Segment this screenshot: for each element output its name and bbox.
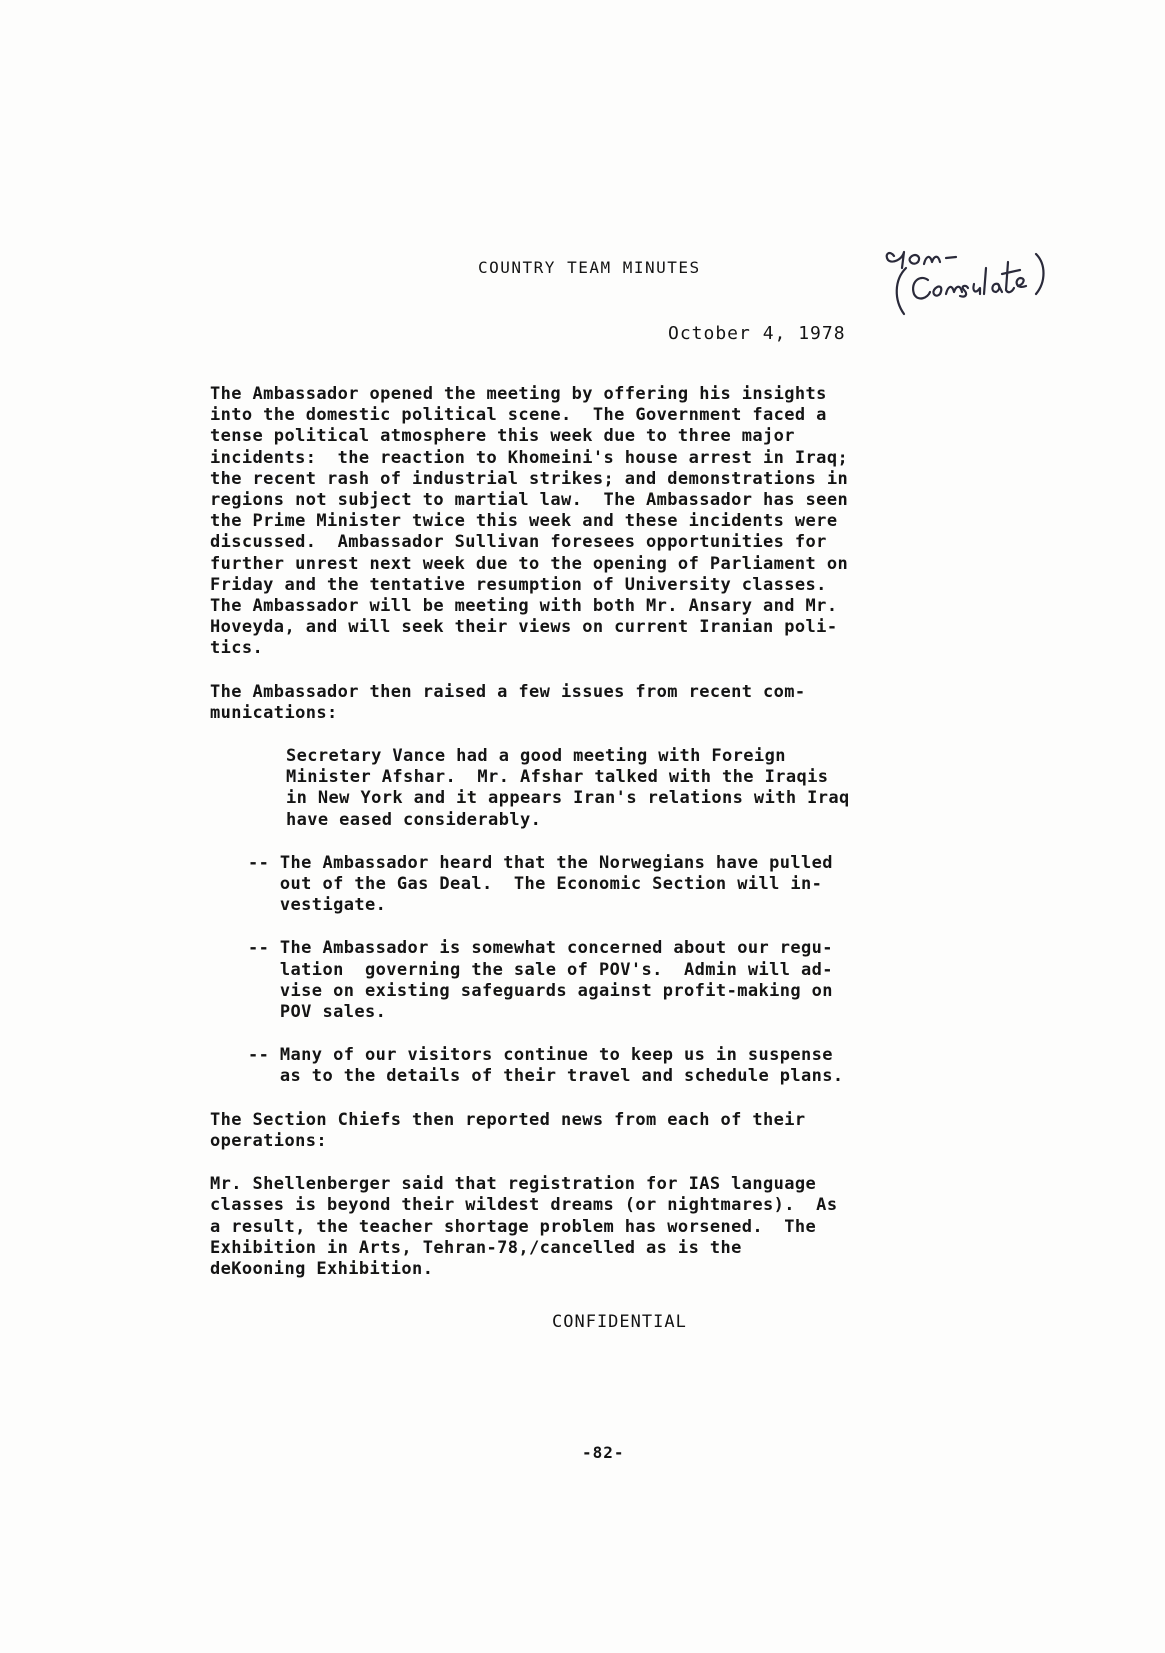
paragraph-vance-meeting	[286, 746, 990, 831]
text-line: incidents: the reaction to Khomeini's house arrest in Iraq;	[210, 447, 849, 468]
document-date: October 4, 1978	[668, 323, 846, 344]
text-line: The Ambassador opened the meeting by offering his insights	[210, 384, 827, 404]
text-line: Minister Afshar. Mr. Afshar talked with the Iraqis	[286, 767, 829, 788]
text-line: discussed. Ambassador Sullivan foresees opportunities for	[210, 532, 827, 553]
text-line: Hoveyda, and will seek their views on current Iranian poli-	[210, 617, 838, 638]
paragraph-gas-deal	[248, 853, 990, 917]
handwritten-note	[880, 228, 1090, 338]
text-line: have eased considerably.	[286, 809, 542, 830]
document-title: COUNTRY TEAM MINUTES	[478, 258, 701, 277]
text-line: out of the Gas Deal. The Economic Section will in-	[248, 874, 823, 895]
paragraph-opening	[210, 384, 990, 660]
text-line: The Section Chiefs then reported news from each of their	[210, 1109, 806, 1130]
text-line: the recent rash of industrial strikes; and demonstrations in	[210, 468, 849, 489]
paragraph-pov-sales	[248, 938, 990, 1023]
text-line: -- The Ambassador is somewhat concerned about our regu-	[248, 938, 833, 959]
text-line: -- The Ambassador heard that the Norwegians have pulled	[248, 852, 833, 873]
text-line: Friday and the tentative resumption of University classes.	[210, 574, 827, 595]
text-line: Secretary Vance had a good meeting with Foreign	[286, 746, 786, 767]
text-line: classes is beyond their wildest dreams (or nightmares). As	[210, 1195, 838, 1216]
text-line: The Ambassador then raised a few issues from recent com-	[210, 681, 806, 702]
text-line: Exhibition in Arts, Tehran-78,/cancelled as is the	[210, 1237, 742, 1258]
text-line: vestigate.	[248, 895, 387, 916]
text-line: -- Many of our visitors continue to keep us in suspense	[248, 1045, 833, 1066]
text-line: operations:	[210, 1130, 327, 1151]
text-line: The Ambassador will be meeting with both Mr. Ansary and Mr.	[210, 596, 838, 617]
document-body	[210, 384, 990, 1302]
text-line: further unrest next week due to the opening of Parliament on	[210, 553, 849, 574]
text-line: tense political atmosphere this week due to three major	[210, 426, 795, 447]
text-line: Mr. Shellenberger said that registration for IAS language	[210, 1174, 817, 1195]
paragraph-shellenberger	[210, 1174, 990, 1280]
text-line: POV sales.	[248, 1002, 387, 1023]
text-line: munications:	[210, 702, 338, 723]
text-line: vise on existing safeguards against profit-making on	[248, 980, 833, 1001]
text-line: deKooning Exhibition.	[210, 1258, 434, 1279]
paragraph-issues-intro	[210, 682, 990, 724]
classification-marking: CONFIDENTIAL	[552, 1312, 687, 1332]
text-line: in New York and it appears Iran's relations with Iraq	[286, 788, 850, 809]
text-line: tics.	[210, 638, 264, 659]
paragraph-section-chiefs	[210, 1110, 990, 1152]
text-line: the Prime Minister twice this week and these incidents were	[210, 511, 838, 532]
text-line: into the domestic political scene. The Government faced a	[210, 405, 827, 426]
page-number: -82-	[582, 1443, 625, 1462]
text-line: lation governing the sale of POV's. Admin will ad-	[248, 959, 833, 980]
paragraph-visitors	[248, 1045, 990, 1087]
text-line: a result, the teacher shortage problem has worsened. The	[210, 1216, 817, 1237]
text-line: as to the details of their travel and schedule plans.	[248, 1066, 844, 1087]
text-line: regions not subject to martial law. The Ambassador has seen	[210, 490, 849, 511]
